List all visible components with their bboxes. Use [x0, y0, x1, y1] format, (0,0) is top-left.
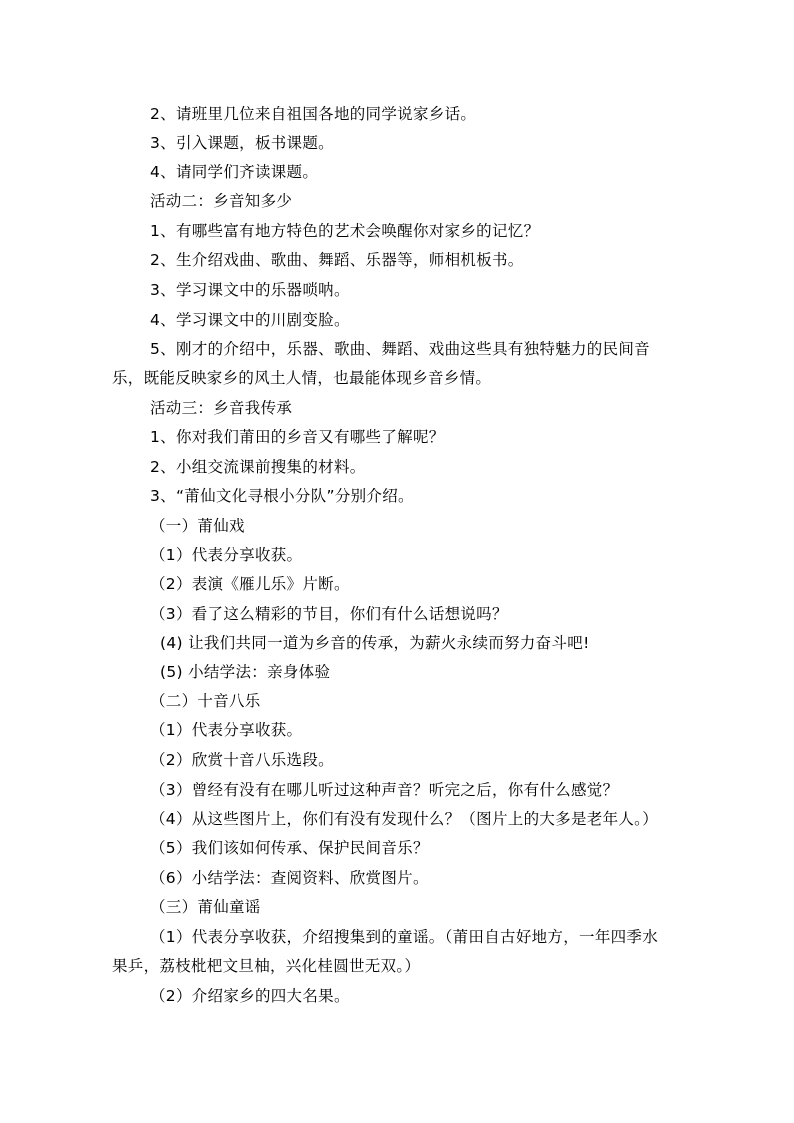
- paragraph-line: （2）介绍家乡的四大名果。: [150, 987, 350, 1005]
- paragraph-line: （2）表演《雁儿乐》片断。: [150, 575, 350, 593]
- paragraph-line: 5、刚才的介绍中，乐器、歌曲、舞蹈、戏曲这些具有独特魅力的民间音: [150, 340, 650, 358]
- paragraph-line: 果乒，荔枝枇杷文旦柚，兴化桂圆世无双。）: [112, 957, 421, 975]
- paragraph-line: （1）代表分享收获，介绍搜集到的童谣。（莆田自古好地方，一年四季水: [150, 928, 659, 946]
- paragraph-line: （5）我们该如何传承、保护民间音乐？: [150, 839, 429, 857]
- paragraph-line: （1）代表分享收获。: [150, 721, 303, 739]
- paragraph-line: 乐，既能反映家乡的风土人情，也最能体现乡音乡情。: [112, 369, 492, 387]
- paragraph-line: 3、学习课文中的乐器唢呐。: [150, 281, 350, 299]
- paragraph-line: （1）代表分享收获。: [150, 546, 303, 564]
- section-heading: 活动三：乡音我传承: [150, 399, 293, 417]
- paragraph-line: 1、你对我们莆田的乡音又有哪些了解呢？: [150, 428, 445, 446]
- paragraph-line: 1、有哪些富有地方特色的艺术会唤醒你对家乡的记忆？: [150, 222, 540, 240]
- section-heading: 活动二：乡音知多少: [150, 192, 293, 210]
- paragraph-line: (4) 让我们共同一道为乡音的传承，为薪火永续而努力奋斗吧!: [160, 634, 590, 652]
- subsection-heading: （一）莆仙戏: [150, 517, 245, 535]
- paragraph-line: （4）从这些图片上，你们有没有发现什么？（图片上的大多是老年人。）: [150, 810, 659, 828]
- paragraph-line: （3）曾经有没有在哪儿听过这种声音？听完之后，你有什么感觉？: [150, 781, 619, 799]
- paragraph-line: (5) 小结学法：亲身体验: [160, 663, 331, 681]
- subsection-heading: （三）莆仙童谣: [150, 898, 261, 916]
- subsection-heading: （二）十音八乐: [150, 692, 261, 710]
- paragraph-line: 3、“莆仙文化寻根小分队”分别介绍。: [150, 487, 414, 505]
- paragraph-line: 4、学习课文中的川剧变脸。: [150, 311, 350, 329]
- paragraph-line: 3、引入课题，板书课题。: [150, 134, 334, 152]
- paragraph-line: 2、小组交流课前搜集的材料。: [150, 458, 366, 476]
- paragraph-line: （3）看了这么精彩的节目，你们有什么话想说吗？: [150, 605, 508, 623]
- paragraph-line: （2）欣赏十音八乐选段。: [150, 751, 334, 769]
- paragraph-line: 4、请同学们齐读课题。: [150, 163, 319, 181]
- paragraph-line: 2、请班里几位来自祖国各地的同学说家乡话。: [150, 105, 477, 123]
- paragraph-line: 2、生介绍戏曲、歌曲、舞蹈、乐器等，师相机板书。: [150, 251, 524, 269]
- paragraph-line: （6）小结学法：查阅资料、欣赏图片。: [150, 869, 429, 887]
